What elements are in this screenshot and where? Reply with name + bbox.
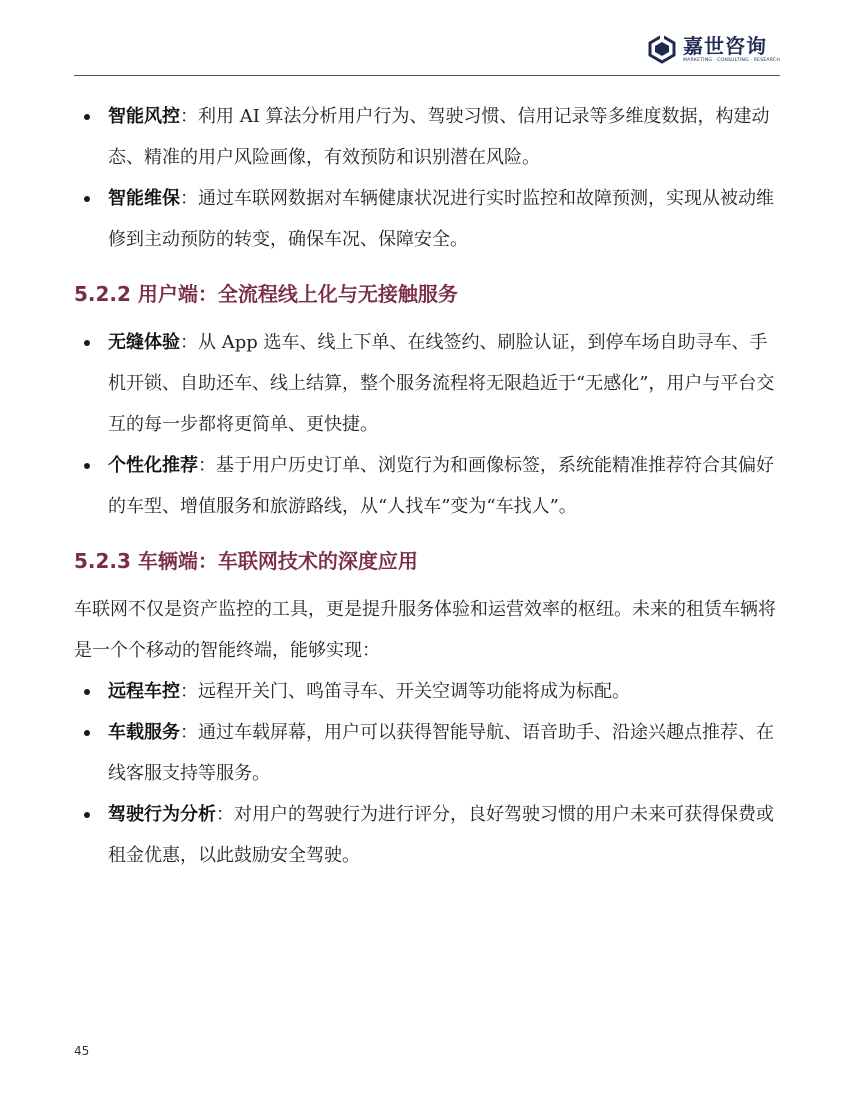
brand-tagline: MARKETING · CONSULTING · RESEARCH <box>682 57 780 63</box>
bullet-icon <box>84 812 90 818</box>
item-text: ：对用户的驾驶行为进行评分，良好驾驶习惯的用户未来可获得保费或租金优惠，以此鼓励安全驾驶。 <box>108 804 774 866</box>
section-title-user-end: 5.2.2 用户端：全流程线上化与无接触服务 <box>74 282 458 306</box>
list-item-smart-risk <box>74 96 780 178</box>
item-text: ：通过车联网数据对车辆健康状况进行实时监控和故障预测，实现从被动维修到主动预防的转变，确保车况、保障安全。 <box>108 188 774 250</box>
brand-logo <box>647 34 780 64</box>
bullet-icon <box>84 114 90 120</box>
brand-name: 嘉世咨询 <box>682 33 767 58</box>
page-number: 45 <box>74 1044 90 1058</box>
item-text: ：远程开关门、鸣笛寻车、开关空调等功能将成为标配。 <box>180 681 630 702</box>
bullet-icon <box>84 196 90 202</box>
item-term: 智能风控 <box>108 106 180 127</box>
bullet-icon <box>84 463 90 469</box>
user-end-list <box>74 322 780 527</box>
item-term: 远程车控 <box>108 681 180 702</box>
risk-maintenance-list <box>74 96 780 260</box>
item-term: 个性化推荐 <box>108 455 198 476</box>
list-item-smart-maintenance <box>74 178 780 260</box>
vehicle-end-list <box>74 671 780 876</box>
item-text: ：通过车载屏幕，用户可以获得智能导航、语音助手、沿途兴趣点推荐、在线客服支持等服务。 <box>108 722 774 784</box>
bullet-icon <box>84 340 90 346</box>
bullet-icon <box>84 689 90 695</box>
item-term: 无缝体验 <box>108 332 180 353</box>
item-text: ：利用 AI 算法分析用户行为、驾驶习惯、信用记录等多维度数据，构建动态、精准的用户风险画像，有效预防和识别潜在风险。 <box>108 106 770 168</box>
page-content <box>74 96 780 876</box>
header-divider <box>74 75 780 76</box>
item-term: 智能维保 <box>108 188 180 209</box>
brand-logo-icon <box>647 34 677 64</box>
bullet-icon <box>84 730 90 736</box>
list-item-driving-behavior-analysis <box>74 794 780 876</box>
list-item-in-car-service <box>74 712 780 794</box>
list-item-remote-control <box>74 671 780 712</box>
item-text: ：从 App 选车、线上下单、在线签约、刷脸认证，到停车场自助寻车、手机开锁、自助还车、线上结算，整个服务流程将无限趋近于“无感化”，用户与平台交互的每一步都将更简单、更快捷。 <box>108 332 775 435</box>
item-text: ：基于用户历史订单、浏览行为和画像标签，系统能精准推荐符合其偏好的车型、增值服务和旅游路线，从“人找车”变为“车找人”。 <box>108 455 774 517</box>
section-title-vehicle-end: 5.2.3 车辆端：车联网技术的深度应用 <box>74 549 418 573</box>
page-header <box>74 30 780 76</box>
list-item-seamless-experience <box>74 322 780 445</box>
item-term: 驾驶行为分析 <box>108 804 216 825</box>
section-intro: 车联网不仅是资产监控的工具，更是提升服务体验和运营效率的枢纽。未来的租赁车辆将是一个个移动的智能终端，能够实现： <box>74 599 776 661</box>
list-item-personalized-recommendation <box>74 445 780 527</box>
item-term: 车载服务 <box>108 722 180 743</box>
